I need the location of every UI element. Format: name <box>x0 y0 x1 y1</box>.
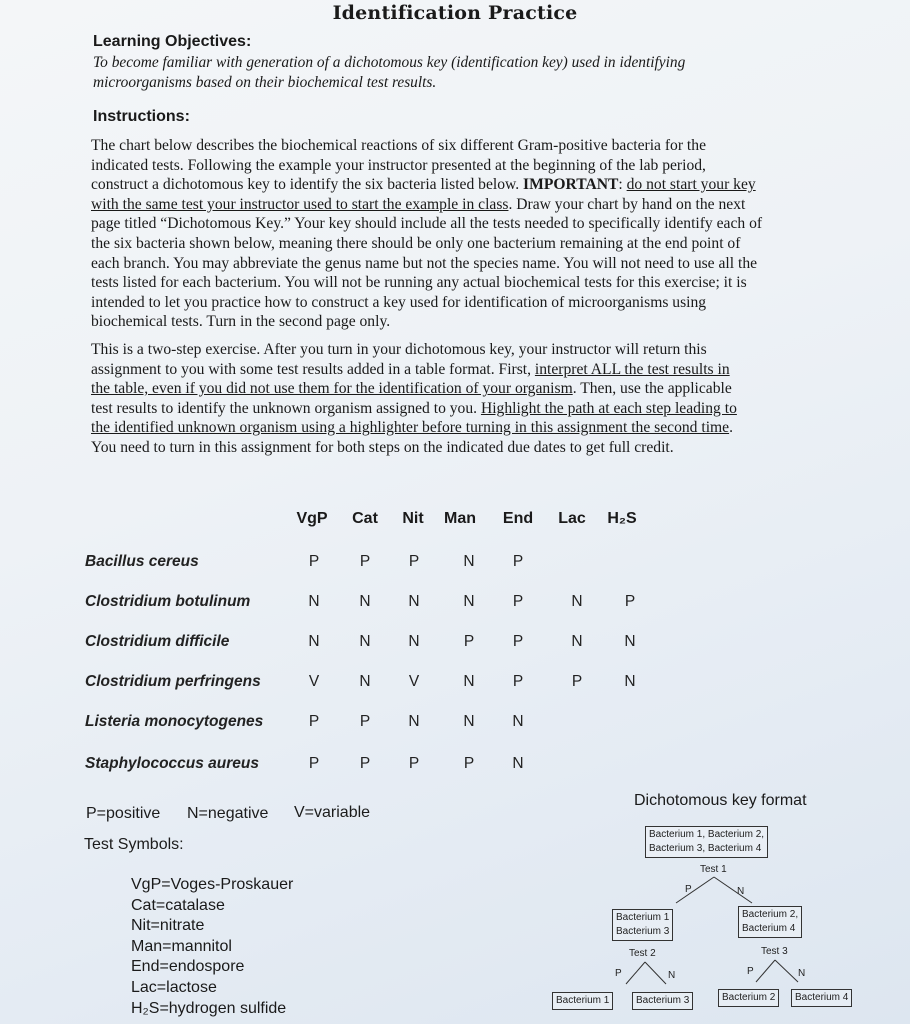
column-header: Nit <box>402 510 424 527</box>
table-cell: P <box>571 673 583 690</box>
box-line: Bacterium 2, <box>742 909 799 920</box>
negative-branch-label: N <box>668 970 676 981</box>
table-row-label: Bacillus cereus <box>85 553 199 570</box>
table-cell: N <box>359 673 371 690</box>
column-header: End <box>502 510 534 527</box>
table-cell: N <box>463 713 475 730</box>
column-header: VgP <box>296 510 328 527</box>
objectives-line: microorganisms based on their biochemical test results. <box>93 73 437 91</box>
table-cell: P <box>512 633 524 650</box>
text-line: tests listed for each bacterium. You will not be running any actual biochemical tests for this exercise; it is <box>91 274 747 292</box>
text-segment: . Then, use the applicable <box>572 380 732 398</box>
objectives-heading: Learning Objectives: <box>93 33 252 50</box>
table-cell: P <box>359 755 371 772</box>
table-cell: N <box>359 593 371 610</box>
table-cell: N <box>308 593 320 610</box>
table-cell: P <box>408 755 420 772</box>
column-header: H₂S <box>607 510 637 527</box>
text-line: page titled “Dichotomous Key.” Your key should include all the tests needed to specifically identify each of <box>91 215 763 233</box>
branch-line <box>756 960 775 982</box>
page-title: Identification Practice <box>332 2 578 24</box>
text-segment: . <box>729 419 733 437</box>
branch-line <box>714 877 752 903</box>
positive-branch-label: P <box>747 966 754 977</box>
legend-negative: N=negative <box>187 805 269 822</box>
branch-line <box>645 962 666 984</box>
box-line: Bacterium 1, Bacterium 2, <box>649 829 765 840</box>
test-symbols-heading: Test Symbols: <box>84 836 184 853</box>
branch-line <box>775 960 798 982</box>
table-cell: N <box>571 593 583 610</box>
text-line: You need to turn in this assignment for both steps on the indicated due dates to get full credit. <box>91 438 674 456</box>
left-box <box>612 909 673 941</box>
table-cell: N <box>308 633 320 650</box>
column-header: Lac <box>558 510 586 527</box>
underlined-text: the identified unknown organism using a highlighter before turning in this assignment the second time <box>91 419 730 437</box>
leaf-box: Bacterium 2 <box>718 989 779 1007</box>
table-cell: N <box>463 673 475 690</box>
table-cell: P <box>463 633 475 650</box>
leaf-box: Bacterium 1 <box>552 992 613 1010</box>
table-cell: P <box>308 755 320 772</box>
text-segment: : <box>618 176 627 194</box>
table-cell: V <box>308 673 320 690</box>
symbol-item: Cat=catalase <box>131 896 225 914</box>
underlined-text: with the same test your instructor used to start the example in class <box>91 195 509 213</box>
table-cell: P <box>624 593 636 610</box>
text-line: biochemical tests. Turn in the second page only. <box>91 313 391 331</box>
underlined-text: do not start your key <box>626 176 756 194</box>
table-cell: N <box>512 755 524 772</box>
symbol-item: H₂S=hydrogen sulfide <box>131 999 287 1017</box>
symbol-item: Lac=lactose <box>131 978 217 996</box>
root-box <box>645 826 768 858</box>
symbol-item: Man=mannitol <box>131 937 232 955</box>
table-cell: P <box>359 553 371 570</box>
box-line: Bacterium 1 <box>616 912 670 923</box>
table-row-label: Listeria monocytogenes <box>85 713 264 730</box>
table-cell: P <box>512 673 524 690</box>
table-cell: N <box>359 633 371 650</box>
test-2-label: Test 2 <box>629 948 656 959</box>
text-segment: assignment to you with some test results added in a table format. First, <box>91 360 535 378</box>
table-cell: N <box>463 593 475 610</box>
objectives-line: To become familiar with generation of a dichotomous key (identification key) used in identifying <box>93 54 686 71</box>
table-cell: N <box>463 553 475 570</box>
table-cell: N <box>408 713 420 730</box>
table-cell: N <box>408 633 420 650</box>
text-segment: construct a dichotomous key to identify the six bacteria listed below. <box>91 176 524 194</box>
column-header: Man <box>444 510 476 527</box>
positive-branch-label: P <box>685 884 692 895</box>
table-cell: P <box>408 553 420 570</box>
table-cell: N <box>624 673 636 690</box>
table-cell: N <box>408 593 420 610</box>
underlined-text: the table, even if you did not use them for the identification of your organism <box>91 380 573 398</box>
positive-branch-label: P <box>615 968 622 979</box>
text-line: indicated tests. Following the example your instructor presented at the beginning of the lab period, <box>91 156 706 174</box>
test-3-label: Test 3 <box>761 946 788 957</box>
table-cell: P <box>308 713 320 730</box>
table-cell: N <box>624 633 636 650</box>
box-line: Bacterium 3, Bacterium 4 <box>649 843 762 854</box>
leaf-box: Bacterium 3 <box>632 992 693 1010</box>
leaf-box: Bacterium 4 <box>791 989 852 1007</box>
table-cell: P <box>512 553 524 570</box>
box-line: Bacterium 4 <box>742 923 796 934</box>
text-line: intended to let you practice how to construct a key used for identification of microorganisms using <box>91 293 707 311</box>
legend-positive: P=positive <box>86 805 161 822</box>
table-cell: V <box>408 673 420 690</box>
symbol-item: VgP=Voges-Proskauer <box>131 876 294 893</box>
right-box <box>738 906 802 938</box>
table-row-label: Clostridium perfringens <box>85 673 261 690</box>
text-segment: test results to identify the unknown organism assigned to you. <box>91 399 481 417</box>
table-row-label: Clostridium botulinum <box>85 593 251 610</box>
column-header: Cat <box>352 510 378 527</box>
table-cell: P <box>512 593 524 610</box>
table-cell: P <box>359 713 371 730</box>
important-label: IMPORTANT <box>523 176 619 194</box>
table-cell: N <box>571 633 583 650</box>
text-line: This is a two-step exercise. After you turn in your dichotomous key, your instructor will return this <box>91 341 707 358</box>
legend-variable: V=variable <box>294 804 371 821</box>
key-format-title: Dichotomous key format <box>634 792 807 809</box>
text-line: each branch. You may abbreviate the genus name but not the species name. You will not need to use all the <box>91 254 758 272</box>
text-line: the six bacteria shown below, meaning there should be only one bacterium remaining at the end point of <box>91 234 741 252</box>
underlined-text: Highlight the path at each step leading to <box>480 399 737 417</box>
text-segment: . Draw your chart by hand on the next <box>508 195 746 213</box>
underlined-text: interpret ALL the test results in <box>534 360 730 378</box>
text-line: The chart below describes the biochemical reactions of six different Gram-positive bacteria for the <box>91 137 706 154</box>
table-cell: P <box>463 755 475 772</box>
branch-line <box>676 877 714 903</box>
table-cell: P <box>308 553 320 570</box>
branch-line <box>626 962 645 984</box>
symbol-item: Nit=nitrate <box>131 917 205 935</box>
box-line: Bacterium 3 <box>616 926 670 937</box>
instructions-heading: Instructions: <box>93 108 190 125</box>
test-1-label: Test 1 <box>700 864 727 875</box>
table-cell: N <box>512 713 524 730</box>
table-row-label: Clostridium difficile <box>85 633 230 650</box>
table-row-label: Staphylococcus aureus <box>85 755 260 772</box>
negative-branch-label: N <box>798 968 806 979</box>
symbol-item: End=endospore <box>131 958 245 976</box>
negative-branch-label: N <box>737 886 745 897</box>
